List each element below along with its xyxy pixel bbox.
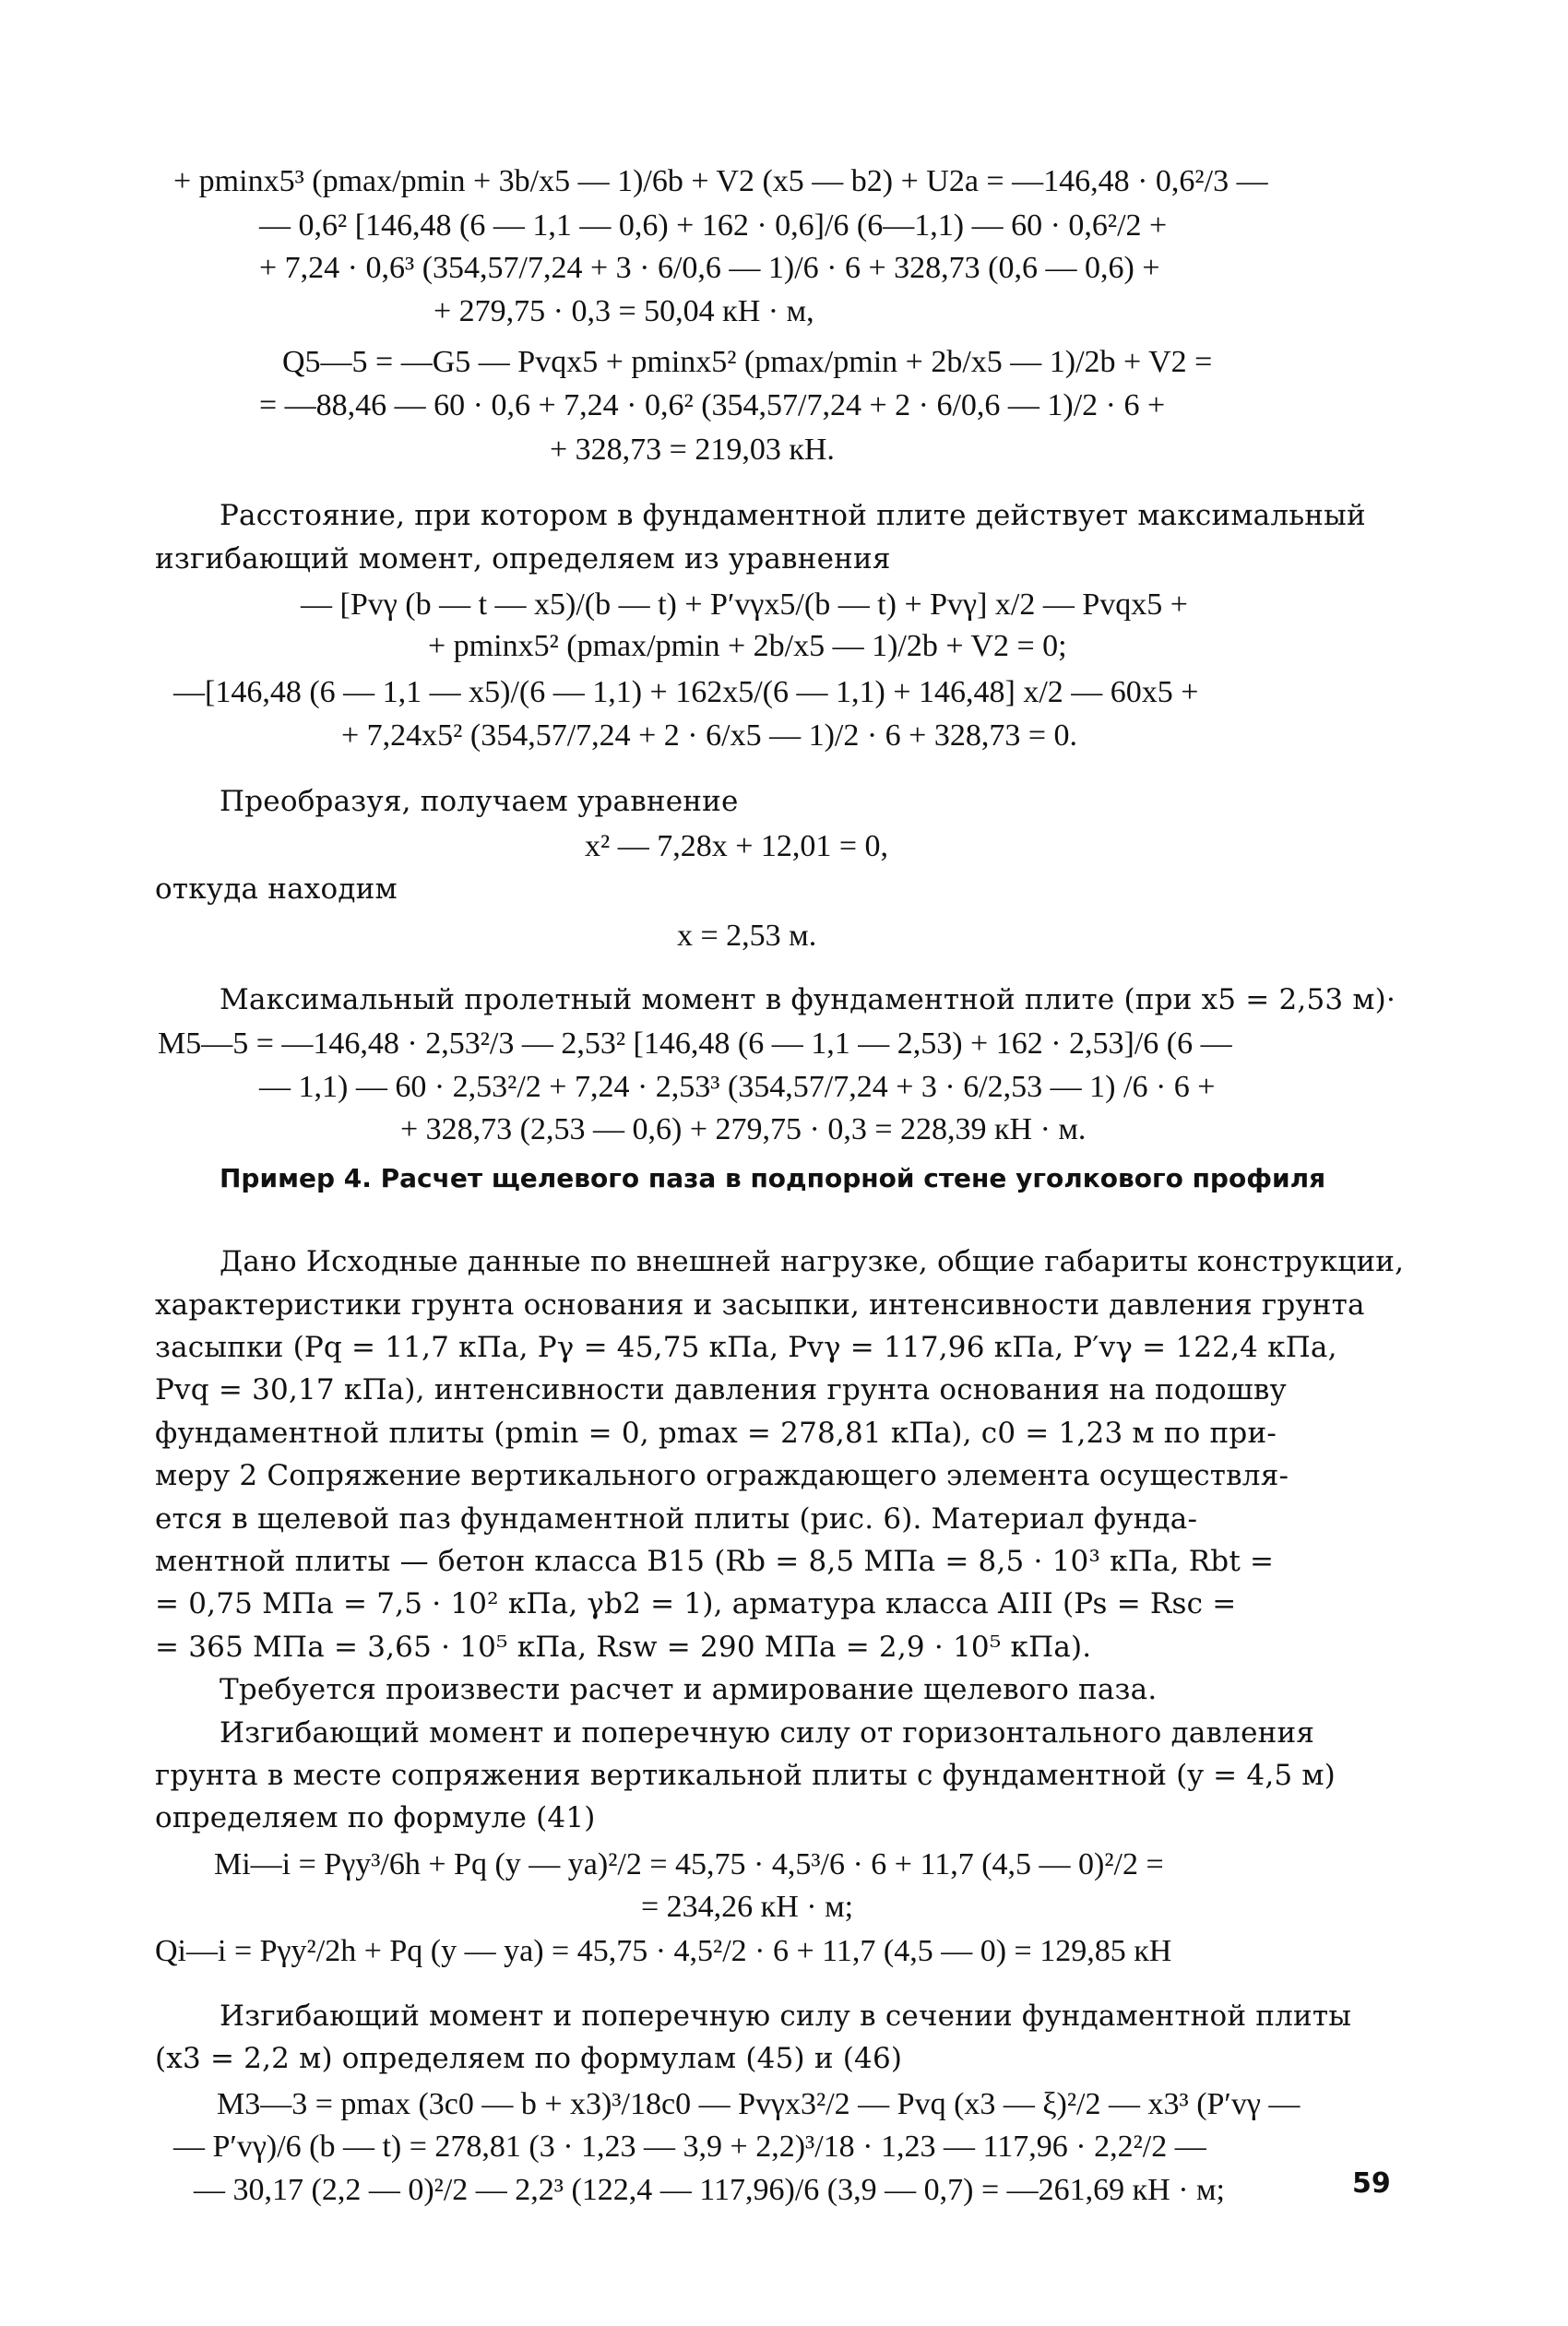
paragraph-line: (x3 = 2,2 м) определяем по формулам (45) и (46)	[155, 2042, 903, 2075]
equation-line: x² — 7,28x + 12,01 = 0,	[585, 829, 889, 863]
paragraph-line: фундаментной плиты (pmin = 0, pmax = 278,81 кПа), c0 = 1,23 м по при-	[155, 1417, 1277, 1450]
paragraph-line: меру 2 Сопряжение вертикального ограждающего элемента осуществля-	[155, 1459, 1289, 1492]
equation-line: Mi—i = Pγy³/6h + Pq (y — ya)²/2 = 45,75 · 4,5³/6 · 6 + 11,7 (4,5 — 0)²/2 =	[214, 1847, 1164, 1881]
equation-line: —[146,48 (6 — 1,1 — x5)/(6 — 1,1) + 162x5/(6 — 1,1) + 146,48] x/2 — 60x5 +	[173, 675, 1199, 709]
paragraph-line: = 0,75 МПа = 7,5 · 10² кПа, γb2 = 1), арматура класса AIII (Ps = Rsc =	[155, 1587, 1237, 1620]
paragraph-line: засыпки (Pq = 11,7 кПа, Pγ = 45,75 кПа, Pvγ = 117,96 кПа, P′vγ = 122,4 кПа,	[155, 1331, 1337, 1364]
paragraph-line: Дано Исходные данные по внешней нагрузке, общие габариты конструкции,	[220, 1245, 1405, 1278]
paragraph-line: грунта в месте сопряжения вертикальной плиты с фундаментной (y = 4,5 м)	[155, 1759, 1336, 1792]
paragraph-line: Изгибающий момент и поперечную силу от горизонтального давления	[220, 1716, 1315, 1750]
paragraph-line: ется в щелевой паз фундаментной плиты (рис. 6). Материал фунда-	[155, 1502, 1198, 1536]
paragraph-line: ментной плиты — бетон класса B15 (Rb = 8,5 МПа = 8,5 · 10³ кПа, Rbt =	[155, 1545, 1275, 1578]
page-number: 59	[1352, 2167, 1391, 2200]
equation-line: M5—5 = —146,48 · 2,53²/3 — 2,53² [146,48 (6 — 1,1 — 2,53) + 162 · 2,53]/6 (6 —	[158, 1027, 1232, 1061]
equation-line: — 0,6² [146,48 (6 — 1,1 — 0,6) + 162 · 0,6]/6 (6—1,1) — 60 · 0,6²/2 +	[259, 208, 1168, 243]
paragraph-line: определяем по формуле (41)	[155, 1801, 596, 1834]
paragraph-line: откуда находим	[155, 872, 398, 906]
equation-line: — 1,1) — 60 · 2,53²/2 + 7,24 · 2,53³ (354,57/7,24 + 3 · 6/2,53 — 1) /6 · 6 +	[259, 1070, 1216, 1104]
equation-line: + pminx5² (pmax/pmin + 2b/x5 — 1)/2b + V2 = 0;	[428, 629, 1067, 663]
paragraph-line: Расстояние, при котором в фундаментной плите действует максимальный	[220, 499, 1366, 532]
equation-line: + 7,24 · 0,6³ (354,57/7,24 + 3 · 6/0,6 — 1)/6 · 6 + 328,73 (0,6 — 0,6) +	[259, 251, 1160, 285]
paragraph-line: = 365 МПа = 3,65 · 10⁵ кПа, Rsw = 290 МПа = 2,9 · 10⁵ кПа).	[155, 1631, 1092, 1664]
paragraph-line: изгибающий момент, определяем из уравнения	[155, 542, 891, 576]
equation-line: — P′vγ)/6 (b — t) = 278,81 (3 · 1,23 — 3,9 + 2,2)³/18 · 1,23 — 117,96 · 2,2²/2 —	[173, 2130, 1206, 2164]
equation-line: = —88,46 — 60 · 0,6 + 7,24 · 0,6² (354,57/7,24 + 2 · 6/0,6 — 1)/2 · 6 +	[259, 388, 1166, 422]
equation-line: Qi—i = Pγy²/2h + Pq (y — ya) = 45,75 · 4,5²/2 · 6 + 11,7 (4,5 — 0) = 129,85 кН	[155, 1934, 1172, 1968]
paragraph-line: Преобразуя, получаем уравнение	[220, 785, 739, 818]
equation-line: + 328,73 = 219,03 кН.	[550, 433, 835, 467]
paragraph-line: характеристики грунта основания и засыпки, интенсивности давления грунта	[155, 1288, 1365, 1322]
paragraph-line: Изгибающий момент и поперечную силу в сечении фундаментной плиты	[220, 2000, 1352, 2033]
section-heading: Пример 4. Расчет щелевого паза в подпорной стене уголкового профиля	[220, 1163, 1326, 1193]
paragraph-line: Требуется произвести расчет и армирование щелевого паза.	[220, 1673, 1158, 1706]
equation-line: + 7,24x5² (354,57/7,24 + 2 · 6/x5 — 1)/2 · 6 + 328,73 = 0.	[341, 718, 1078, 753]
equation-line: M3—3 = pmax (3c0 — b + x3)³/18c0 — Pvγx3²/2 — Pvq (x3 — ξ)²/2 — x3³ (P′vγ —	[217, 2087, 1301, 2121]
equation-line: = 234,26 кН · м;	[641, 1890, 854, 1924]
equation-line: Q5—5 = —G5 — Pvqx5 + pminx5² (pmax/pmin + 2b/x5 — 1)/2b + V2 =	[282, 345, 1213, 379]
equation-line: + 279,75 · 0,3 = 50,04 кН · м,	[434, 294, 814, 328]
paragraph-line: Максимальный пролетный момент в фундаментной плите (при x5 = 2,53 м)·	[220, 983, 1396, 1016]
equation-line: + 328,73 (2,53 — 0,6) + 279,75 · 0,3 = 228,39 кН · м.	[400, 1112, 1087, 1146]
equation-line: x = 2,53 м.	[677, 919, 817, 953]
equation-line: — [Pvγ (b — t — x5)/(b — t) + P′vγx5/(b — t) + Pvγ] x/2 — Pvqx5 +	[301, 587, 1188, 622]
equation-line: + pminx5³ (pmax/pmin + 3b/x5 — 1)/6b + V2 (x5 — b2) + U2a = —146,48 · 0,6²/3 —	[173, 164, 1268, 198]
paragraph-line: Pvq = 30,17 кПа), интенсивности давления грунта основания на подошву	[155, 1373, 1287, 1406]
equation-line: — 30,17 (2,2 — 0)²/2 — 2,2³ (122,4 — 117,96)/6 (3,9 — 0,7) = —261,69 кН · м;	[194, 2173, 1225, 2207]
